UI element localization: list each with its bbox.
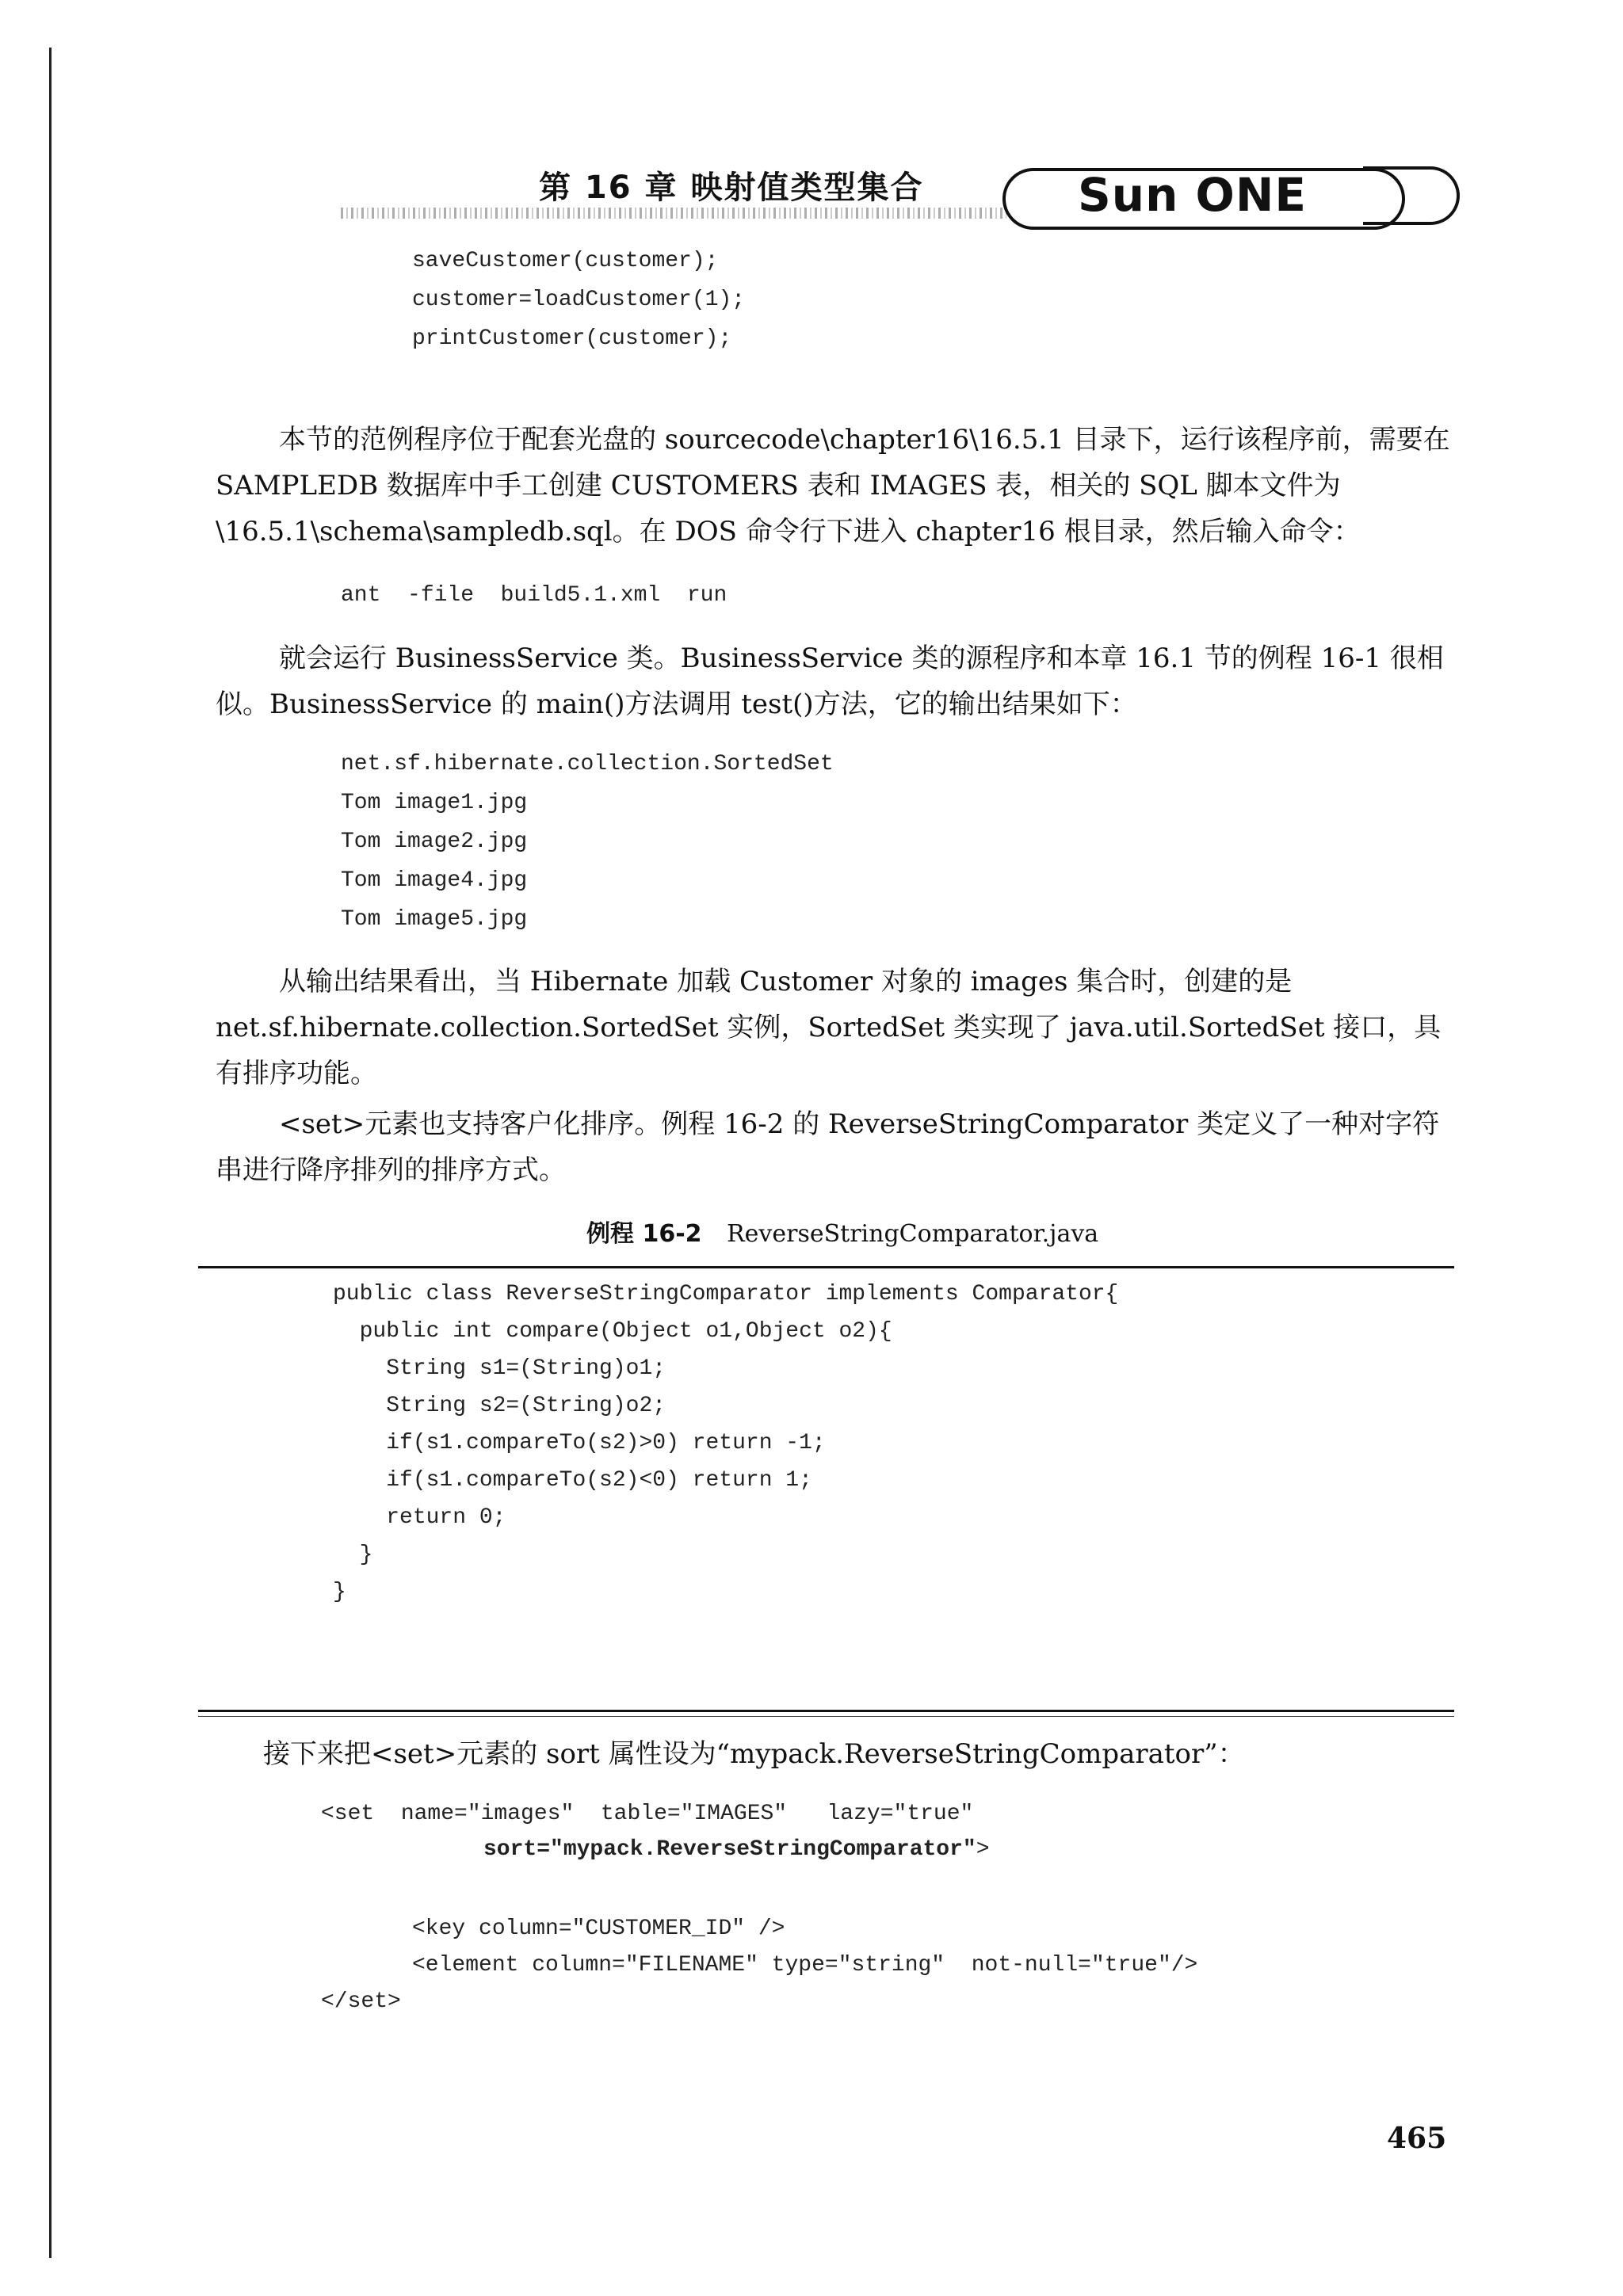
code-line: saveCustomer(customer);: [412, 249, 719, 273]
code-line: return 0;: [333, 1505, 506, 1530]
listing-title: ReverseStringComparator.java: [727, 1220, 1099, 1248]
xml-line-5: </set>: [321, 1989, 401, 2014]
listing-top-rule: [198, 1266, 1454, 1268]
code-line: String s2=(String)o2;: [333, 1394, 666, 1418]
paragraph-text: 就会运行 BusinessService 类。BusinessService 类的源程序和本章 16.1 节的例程 16-1 很相似。BusinessService 的 main()方法调用 test()方法，它的输出结果如下：: [216, 643, 1444, 720]
header-decoration: [341, 208, 1006, 219]
page-number: 465: [1387, 2122, 1447, 2155]
xml-line-1: <set name="images" table="IMAGES" lazy="true": [321, 1802, 974, 1826]
xml-line-4: <element column="FILENAME" type="string" not-null="true"/>: [412, 1953, 1198, 1978]
output-line: Tom image2.jpg: [341, 830, 528, 854]
code-line: public int compare(Object o1,Object o2){: [333, 1319, 892, 1344]
code-line: printCustomer(customer);: [412, 326, 732, 351]
paragraph-1: [216, 417, 1460, 555]
code-block-1: [412, 242, 745, 358]
code-line: }: [333, 1543, 373, 1567]
code-line: }: [333, 1580, 346, 1604]
logo-tail: [1363, 166, 1460, 225]
code-line: customer=loadCustomer(1);: [412, 288, 746, 312]
listing-caption: [586, 1214, 1098, 1249]
binding-line: [49, 48, 52, 2258]
code-line: String s1=(String)o1;: [333, 1356, 666, 1381]
tag-close: >: [976, 1837, 990, 1862]
xml-line-2: [483, 1830, 990, 1869]
code-line: if(s1.compareTo(s2)<0) return 1;: [333, 1468, 812, 1493]
code-line: if(s1.compareTo(s2)>0) return -1;: [333, 1431, 826, 1455]
listing-number: 例程 16-2: [586, 1220, 702, 1248]
listing-bottom-rule-thin: [198, 1716, 1454, 1717]
output-block: [341, 745, 834, 939]
chapter-title: 第 16 章 映射值类型集合: [539, 170, 924, 206]
paragraph-text: 接下来把<set>元素的 sort 属性设为“mypack.ReverseStringComparator”：: [263, 1738, 1245, 1770]
output-line: Tom image5.jpg: [341, 907, 528, 932]
paragraph-3: [216, 959, 1460, 1097]
output-line: Tom image4.jpg: [341, 868, 528, 893]
listing-code: [333, 1276, 1118, 1611]
paragraph-4: [216, 1101, 1460, 1193]
command-line: ant -file build5.1.xml run: [341, 583, 727, 608]
code-line: public class ReverseStringComparator implements Comparator{: [333, 1282, 1119, 1306]
paragraph-text: 从输出结果看出，当 Hibernate 加载 Customer 对象的 images 集合时，创建的是 net.sf.hibernate.collection.SortedSet 实例，SortedSet 类实现了 java.util.SortedSet 接口，具有排序功能。: [216, 966, 1442, 1089]
page-header: [0, 0, 1623, 261]
output-line: Tom image1.jpg: [341, 791, 528, 815]
sort-attribute: sort="mypack.ReverseStringComparator": [483, 1837, 976, 1862]
paragraph-text: <set>元素也支持客户化排序。例程 16-2 的 ReverseStringComparator 类定义了一种对字符串进行降序排列的排序方式。: [216, 1108, 1440, 1186]
output-line: net.sf.hibernate.collection.SortedSet: [341, 752, 834, 776]
xml-line-3: <key column="CUSTOMER_ID" />: [412, 1917, 785, 1941]
paragraph-2: [216, 635, 1460, 727]
sun-one-logo: Sun ONE: [1078, 168, 1308, 222]
paragraph-text: 本节的范例程序位于配套光盘的 sourcecode\chapter16\16.5.1 目录下，运行该程序前，需要在 SAMPLEDB 数据库中手工创建 CUSTOMERS 表和 IMAGES 表，相关的 SQL 脚本文件为\16.5.1\schema\sampledb.sql。在 DOS 命令行下进入 chapter16 根目录，然后输入命令：: [216, 424, 1450, 547]
paragraph-5: [216, 1731, 1460, 1777]
listing-bottom-rule: [198, 1710, 1454, 1712]
